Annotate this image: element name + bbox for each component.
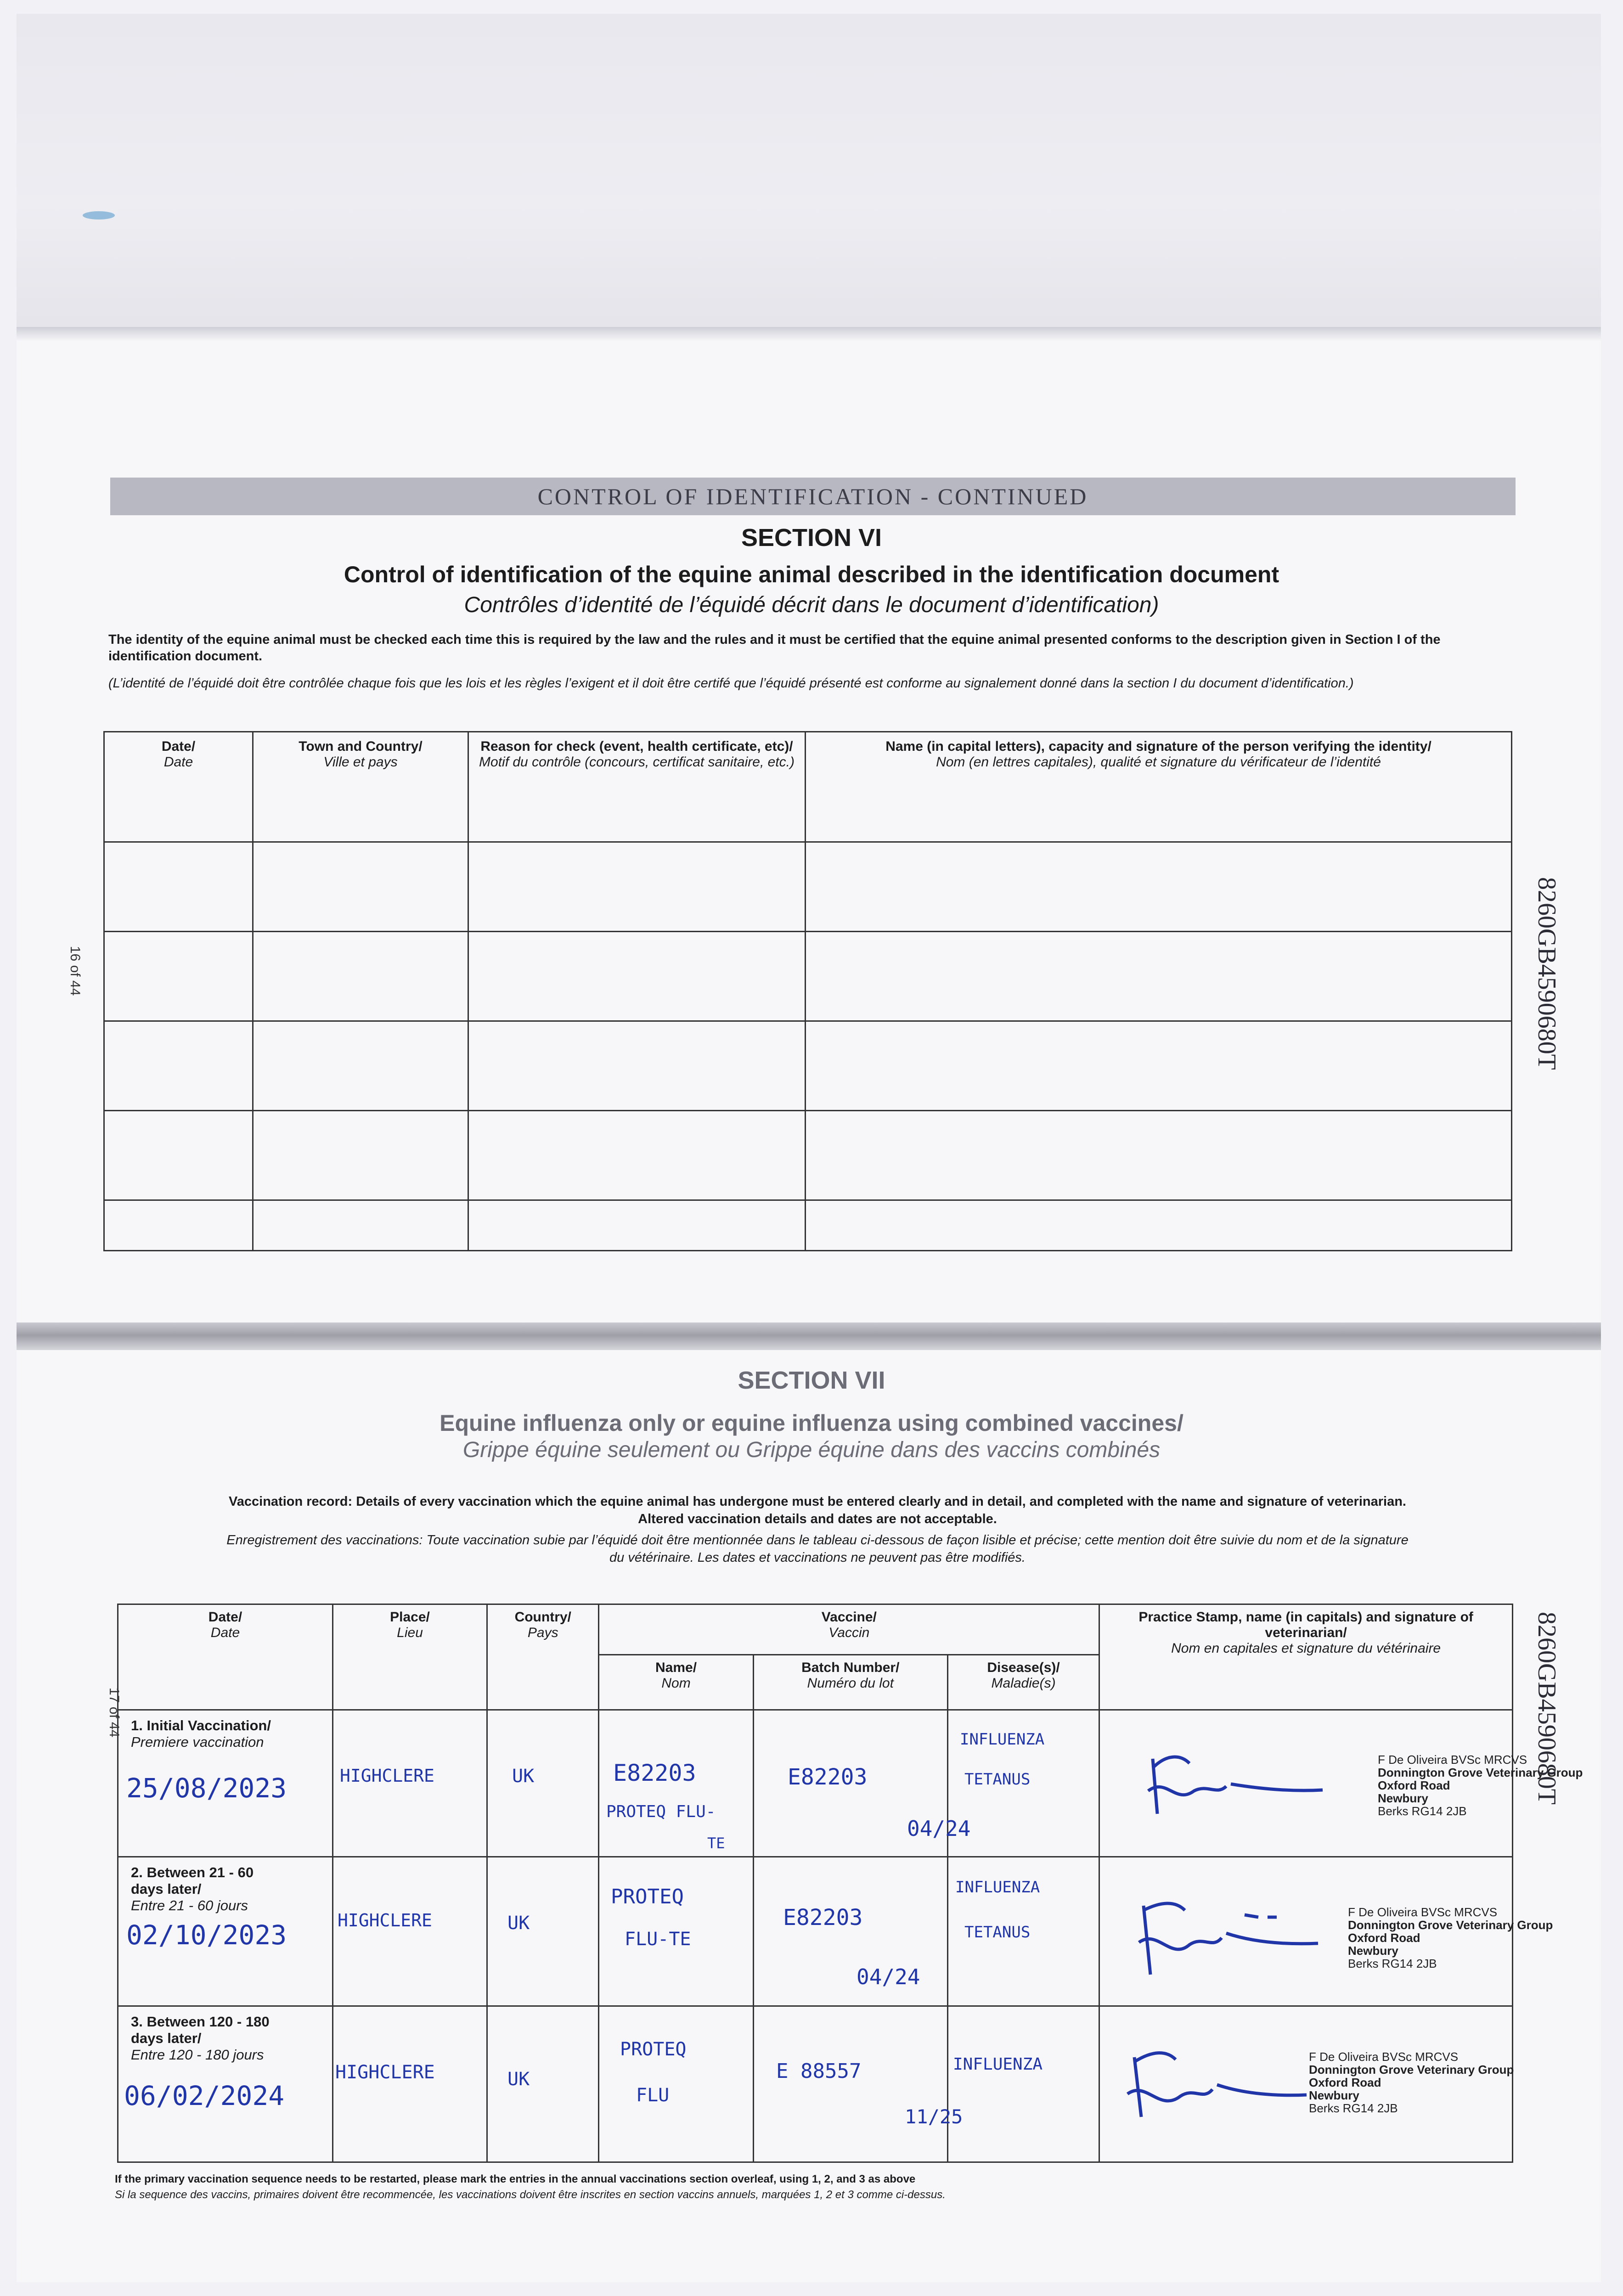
section-vii-title: SECTION VII (738, 1367, 885, 1394)
table-cell[interactable] (468, 1111, 806, 1200)
table-cell[interactable] (253, 932, 468, 1021)
practice-stamp-3: F De Oliveira BVSc MRCVS Donnington Grove Veterinary Group Oxford Road Newbury Berks RG14 2JB (1309, 2050, 1514, 2115)
col-vaccine-name: Name/ Nom (599, 1655, 753, 1710)
table-cell[interactable] (253, 1200, 468, 1251)
handwritten-batch-3: E 88557 (776, 2060, 862, 2083)
cover-page (17, 14, 1601, 335)
col-town-country: Town and Country/ Ville et pays (253, 732, 468, 842)
handwritten-place-2: HIGHCLERE (338, 1910, 432, 1930)
table-cell[interactable] (599, 2006, 753, 2162)
handwritten-vaccine-name-1b: PROTEQ FLU- (606, 1802, 716, 1821)
handwritten-vaccine-name-2b: FLU-TE (625, 1929, 691, 1950)
col-reason: Reason for check (event, health certificate, etc)/ Motif du contrôle (concours, certificat sanitaire, etc.) (468, 732, 806, 842)
page-number-17: 17 of 44 (107, 1688, 122, 1738)
vet-signature-1 (1139, 1740, 1332, 1828)
table-row (104, 842, 1512, 932)
handwritten-date-2: 02/10/2023 (126, 1919, 287, 1951)
table-cell[interactable] (806, 1111, 1512, 1200)
handwritten-batch-2: E82203 (783, 1905, 863, 1930)
handwritten-vaccine-name-3b: FLU (636, 2085, 670, 2106)
table-cell[interactable] (806, 842, 1512, 932)
handwritten-country-3: UK (507, 2069, 530, 2090)
table-cell[interactable] (487, 2006, 599, 2162)
table-cell[interactable] (806, 932, 1512, 1021)
handwritten-country-1: UK (512, 1766, 535, 1787)
table-cell[interactable] (253, 1021, 468, 1111)
table-cell[interactable] (753, 2006, 947, 2162)
table-cell[interactable] (104, 1111, 253, 1200)
col-place: Place/ Lieu (332, 1604, 487, 1710)
identification-check-table (103, 731, 1512, 1251)
cover-edge (17, 327, 1601, 341)
handwritten-disease-2a: INFLUENZA (955, 1878, 1040, 1896)
col-country: Country/ Pays (487, 1604, 599, 1710)
col-date: Date/ Date (104, 732, 253, 842)
handwritten-batch-expiry-2: 04/24 (857, 1964, 920, 1989)
practice-stamp-1: F De Oliveira BVSc MRCVS Donnington Grove Veterinary Group Oxford Road Newbury Berks RG14 2JB (1378, 1753, 1583, 1818)
side-passport-id-bottom: 8260GB4590680T (1533, 1612, 1561, 1805)
table-cell[interactable] (468, 842, 806, 932)
table-cell[interactable] (104, 932, 253, 1021)
table-cell[interactable] (806, 1200, 1512, 1251)
row-label-3: 3. Between 120 - 180 days later/ Entre 120 - 180 jours (131, 2014, 270, 2063)
handwritten-place-3: HIGHCLERE (335, 2062, 435, 2083)
table-cell[interactable] (332, 1857, 487, 2006)
col-verifier: Name (in capital letters), capacity and signature of the person verifying the identity/ Nom (en lettres capitales), qualité et signature du vérificateur de l’identité (806, 732, 1512, 842)
page-number-16: 16 of 44 (68, 946, 83, 996)
table-cell[interactable] (104, 842, 253, 932)
footnote-en: If the primary vaccination sequence needs to be restarted, please mark the entries in the annual vaccinations section overleaf, using 1, 2, and 3 as above (115, 2173, 916, 2185)
row-label-2: 2. Between 21 - 60 days later/ Entre 21 - 60 jours (131, 1864, 254, 1913)
section-vii-note-en-2: Altered vaccination details and dates are not acceptable. (638, 1512, 997, 1526)
vet-signature-2 (1130, 1892, 1323, 1984)
table-cell[interactable] (104, 1200, 253, 1251)
section-vi-heading-fr: Contrôles d’identité de l’équidé décrit dans le document d’identification) (464, 593, 1159, 617)
table-cell[interactable] (468, 1021, 806, 1111)
col-batch-number: Batch Number/ Numéro du lot (753, 1655, 947, 1710)
col-practice: Practice Stamp, name (in capitals) and signature of veterinarian/ Nom en capitales et signature du vétérinaire (1099, 1604, 1513, 1710)
table-cell[interactable] (947, 2006, 1099, 2162)
handwritten-vaccine-name-1a: E82203 (613, 1760, 696, 1786)
table-cell[interactable] (253, 842, 468, 932)
practice-stamp-2: F De Oliveira BVSc MRCVS Donnington Grove Veterinary Group Oxford Road Newbury Berks RG14 2JB (1348, 1905, 1553, 1970)
section-vi-note-en: The identity of the equine animal must be checked each time this is required by the law and the rules and it must be certified that the equine animal presented conforms to the description given in Section I of the identification document. (108, 632, 1441, 664)
table-row (104, 1021, 1512, 1111)
col-date: Date/ Date (118, 1604, 333, 1710)
col-vaccine: Vaccine/ Vaccin (599, 1604, 1099, 1655)
section-vii-note-fr-1: Enregistrement des vaccinations: Toute vaccination subie par l’équidé doit être mentionnée dans le tableau ci-dessous de façon lisible et précise; cette mention doit être suivie du nom et de la signature (226, 1533, 1409, 1548)
handwritten-batch-expiry-1: 04/24 (907, 1816, 971, 1841)
section-vii-heading-en: Equine influenza only or equine influenza using combined vaccines/ (440, 1410, 1183, 1436)
table-cell[interactable] (104, 1021, 253, 1111)
section-vi-note-fr: (L’identité de l’équidé doit être contrôlée chaque fois que les lois et les règles l’exigent et il doit être certifé que l’équidé présenté est conforme au signalement donné dans la section I du document d’identification.) (108, 676, 1354, 691)
table-row (104, 932, 1512, 1021)
section-banner (110, 478, 1516, 515)
table-cell[interactable] (332, 2006, 487, 2162)
table-cell[interactable] (487, 1710, 599, 1857)
section-vi-title: SECTION VI (741, 524, 882, 551)
side-passport-id-top: 8260GB4590680T (1533, 877, 1561, 1070)
handwritten-batch-expiry-3: 11/25 (905, 2105, 963, 2128)
handwritten-disease-1b: TETANUS (964, 1770, 1031, 1789)
col-disease: Disease(s)/ Maladie(s) (947, 1655, 1099, 1710)
section-vii-note-en-1: Vaccination record: Details of every vaccination which the equine animal has undergone must be entered clearly and in detail, and completed with the name and signature of veterinarian. (229, 1494, 1406, 1509)
handwritten-vaccine-name-1c: TE (707, 1835, 725, 1852)
handwritten-date-1: 25/08/2023 (126, 1773, 287, 1804)
handwritten-vaccine-name-2a: PROTEQ (611, 1885, 684, 1908)
handwritten-disease-1a: INFLUENZA (960, 1730, 1045, 1749)
table-row (104, 1200, 1512, 1251)
handwritten-vaccine-name-3a: PROTEQ (620, 2039, 687, 2060)
footnote-fr: Si la sequence des vaccins, primaires doivent être recommencée, les vaccinations doivent être inscrites en section vaccins annuels, marquées 1, 2 et 3 comme ci-dessus. (115, 2189, 946, 2201)
section-vii-heading-fr: Grippe équine seulement ou Grippe équine dans des vaccins combinés (462, 1438, 1161, 1462)
section-vi-heading-en: Control of identification of the equine animal described in the identification document (344, 562, 1279, 587)
table-cell[interactable] (468, 1200, 806, 1251)
handwritten-disease-3: INFLUENZA (953, 2055, 1043, 2074)
handwritten-country-2: UK (507, 1913, 530, 1934)
section-vii-note-fr-2: du vétérinaire. Les dates et vaccinations ne peuvent pas être modifiés. (609, 1550, 1026, 1565)
table-cell[interactable] (468, 932, 806, 1021)
table-cell[interactable] (487, 1857, 599, 2006)
table-cell[interactable] (806, 1021, 1512, 1111)
table-row (104, 1111, 1512, 1200)
handwritten-date-3: 06/02/2024 (124, 2080, 285, 2111)
handwritten-disease-2b: TETANUS (964, 1923, 1031, 1941)
table-cell[interactable] (253, 1111, 468, 1200)
handwritten-place-1: HIGHCLERE (340, 1766, 434, 1786)
row-label-1: 1. Initial Vaccination/ Premiere vaccination (131, 1717, 271, 1750)
banner-text: CONTROL OF IDENTIFICATION - CONTINUED (537, 484, 1088, 509)
scan-mark (83, 211, 115, 219)
handwritten-batch-1: E82203 (788, 1764, 868, 1790)
vet-signature-3 (1116, 2039, 1309, 2126)
